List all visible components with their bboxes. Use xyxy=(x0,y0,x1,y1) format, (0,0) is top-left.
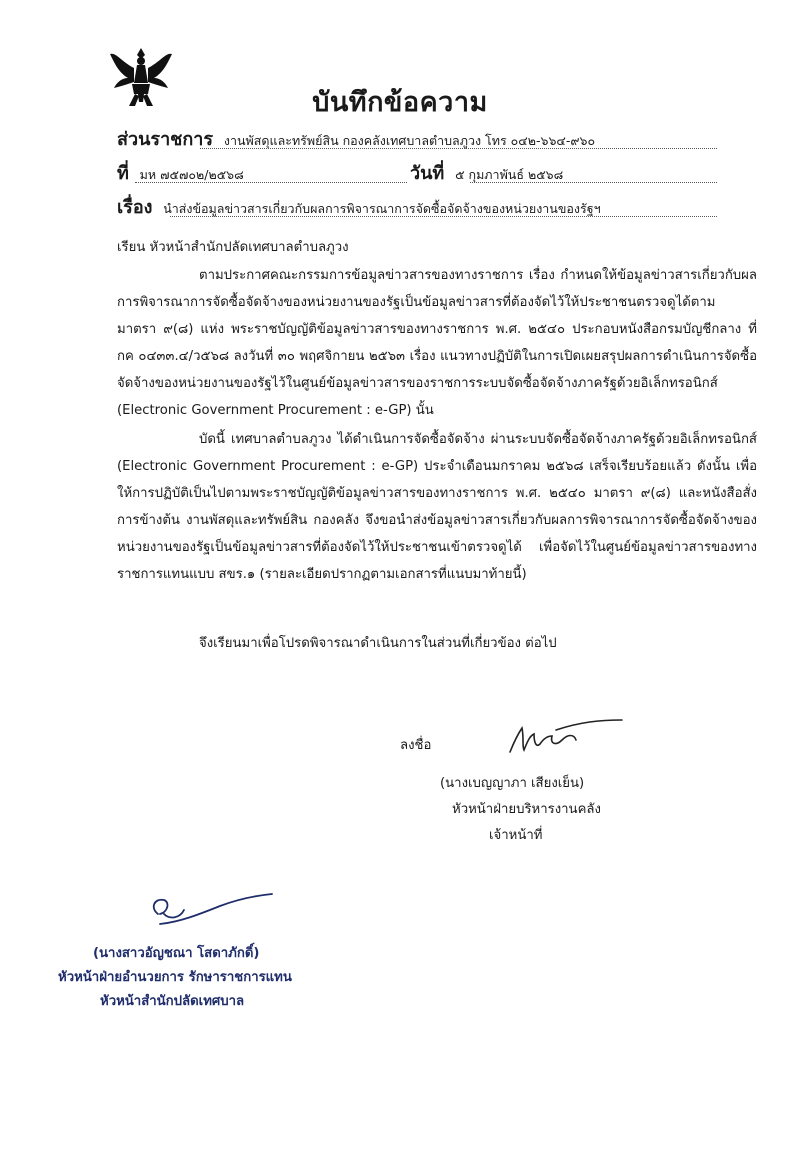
salutation: เรียน หัวหน้าสำนักปลัดเทศบาลตำบลภูวง xyxy=(117,240,349,255)
paragraph-2: บัดนี้ เทศบาลตำบลภูวง ได้ดำเนินการจัดซื้อจัดจ้าง ผ่านระบบจัดซื้อจัดจ้างภาครัฐด้วยอิเล็กทรอนิกส์ (Electronic Government Procurement : e-GP) ประจำเดือนมกราคม ๒๕๖๘ เสร็จเรียบร้อยแล้ว ดังนั้น เพื่อให้การปฏิบัติเป็นไปตามพระราชบัญญัติข้อมูลข่าวสารของทางราชการ พ.ศ. ๒๕๔๐ มาตรา ๙(๘) และหนังสือสั่งการข้างต้น งานพัสดุและทรัพย์สิน กองคลัง จึงขอนำส่งข้อมูลข่าวสารเกี่ยวกับผลการพิจารณาการจัดซื้อจัดจ้างของหน่วยงานของรัฐเป็นข้อมูลข่าวสารที่ต้องจัดไว้ให้ประชาชนเข้าตรวจดูได้ เพื่อจัดไว้ในศูนย์ข้อมูลข่าวสารของทางราชการแทนแบบ สขร.๑ (รายละเอียดปรากฏตามเอกสารที่แนบมาท้ายนี้) xyxy=(117,432,757,582)
approver-signature-icon xyxy=(140,884,280,934)
signer-position-2: เจ้าหน้าที่ xyxy=(489,828,543,843)
approver-position-2: หัวหน้าสำนักปลัดเทศบาล xyxy=(100,994,245,1009)
date-dotline xyxy=(470,182,717,183)
signer-position-1: หัวหน้าฝ่ายบริหารงานคลัง xyxy=(452,802,601,817)
date-label: วันที่ xyxy=(410,163,445,184)
department-dotline xyxy=(200,148,717,149)
subject-label: เรื่อง xyxy=(117,197,153,218)
department-value: งานพัสดุและทรัพย์สิน กองคลังเทศบาลตำบลภูวง โทร ๐๔๒-๖๖๔-๙๖๐ xyxy=(223,133,596,148)
paragraph-1: ตามประกาศคณะกรรมการข้อมูลข่าวสารของทางราชการ เรื่อง กำหนดให้ข้อมูลข่าวสารเกี่ยวกับผลการพิจารณาการจัดซื้อจัดจ้างของหน่วยงานของรัฐเป็นข้อมูลข่าวสารที่ต้องจัดไว้ให้ประชาชนตรวจดูได้ตาม มาตรา ๙(๘) แห่ง พระราชบัญญัติข้อมูลข่าวสารของทางราชการ พ.ศ. ๒๕๔๐ ประกอบหนังสือกรมบัญชีกลาง ที่ กค ๐๔๓๓.๔/ว๕๖๘ ลงวันที่ ๓๐ พฤศจิกายน ๒๕๖๓ เรื่อง แนวทางปฏิบัติในการเปิดเผยสรุปผลการดำเนินการจัดซื้อจัดจ้างของหน่วยงานของรัฐไว้ในศูนย์ข้อมูลข่าวสารของราชการระบบจัดซื้อจัดจ้างภาครัฐด้วยอิเล็กทรอนิกส์ (Electronic Government Procurement : e-GP) นั้น xyxy=(117,268,757,418)
subject-dotline xyxy=(170,216,717,217)
signer-name: (นางเบญญาภา เสียงเย็น) xyxy=(440,776,585,791)
approver-name: (นางสาวอัญชณา โสดาภักดิ์) xyxy=(93,946,260,961)
sign-label: ลงชื่อ xyxy=(400,738,432,753)
number-dotline xyxy=(135,182,407,183)
number-value: มห ๗๕๗๐๒/๒๕๖๘ xyxy=(139,167,244,182)
number-label: ที่ xyxy=(117,163,129,184)
date-value: ๕ กุมภาพันธ์ ๒๕๖๘ xyxy=(455,167,564,182)
memo-title: บันทึกข้อความ xyxy=(312,87,488,118)
closing-text: จึงเรียนมาเพื่อโปรดพิจารณาดำเนินการในส่วนที่เกี่ยวข้อง ต่อไป xyxy=(199,636,557,651)
subject-value: นำส่งข้อมูลข่าวสารเกี่ยวกับผลการพิจารณาการจัดซื้อจัดจ้างของหน่วยงานของรัฐฯ xyxy=(163,201,601,216)
signer-signature-icon xyxy=(500,712,630,762)
approver-position-1: หัวหน้าฝ่ายอำนวยการ รักษาราชการแทน xyxy=(58,970,292,985)
department-label: ส่วนราชการ xyxy=(117,129,214,150)
